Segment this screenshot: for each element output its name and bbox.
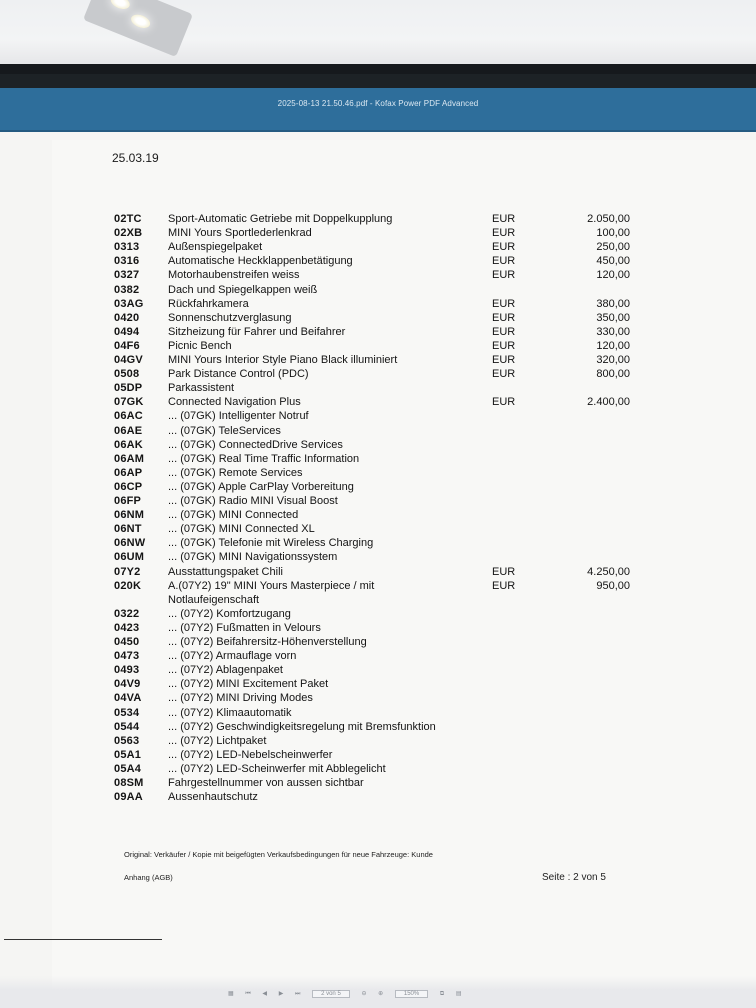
line-item-row [52,720,756,734]
option-description: Rückfahrkamera [168,297,249,310]
option-description: Ausstattungspaket Chili [168,565,283,578]
line-item-row [52,395,756,409]
line-item-row [52,367,756,381]
option-description: Park Distance Control (PDC) [168,368,309,381]
currency-label: EUR [492,354,516,366]
line-item-row [52,621,756,635]
next-page-icon[interactable]: ▶ [278,991,284,997]
currency-label: EUR [492,325,516,338]
option-code: 04F6 [114,339,140,352]
line-item-row [52,677,756,691]
first-page-icon[interactable]: ⏮ [245,991,251,997]
previous-page-icon[interactable]: ◀ [262,991,268,997]
price-value: 250,00 [596,241,630,254]
price-value: 120,00 [596,269,630,282]
status-bar [0,976,756,1008]
line-item-row [52,311,756,325]
price-value: 450,00 [596,255,630,268]
option-code: 0322 [114,607,140,620]
zoom-out-icon[interactable]: ⊖ [361,991,367,997]
ceiling-light-fixture [83,0,193,57]
document-date: 25.03.19 [112,151,159,165]
option-description: Motorhaubenstreifen weiss [168,269,300,282]
option-code: 0382 [114,283,140,296]
price-value: 800,00 [596,368,630,381]
option-code: 06UM [114,551,145,564]
option-description: ... (07Y2) MINI Excitement Paket [168,678,329,691]
option-code: 06NM [114,509,145,522]
option-description: ... (07GK) Apple CarPlay Vorbereitung [168,480,354,493]
page-thumbnail-icon[interactable]: ▦ [228,991,234,997]
option-code: 06NT [114,523,142,536]
option-description: ... (07Y2) Klimaautomatik [168,706,292,719]
line-item-row [52,649,756,663]
option-description: Connected Navigation Plus [168,396,301,409]
option-description: ... (07GK) Telefonie mit Wireless Charging [168,537,374,550]
option-description: Aussenhautschutz [168,791,258,804]
currency-label: EUR [492,339,516,352]
option-code: 0493 [114,664,140,677]
zoom-in-icon[interactable]: ⊕ [378,991,384,997]
option-description: ... (07Y2) Geschwindigkeitsregelung mit Bremsfunktion [168,720,436,733]
currency-label: EUR [492,241,516,254]
line-item-row [52,776,756,790]
lamp-icon [109,0,132,12]
option-description: MINI Yours Sportlederlenkrad [168,227,312,240]
line-item-row [52,635,756,649]
option-code: 0327 [114,269,140,282]
line-item-row [52,550,756,564]
option-code: 05A1 [114,748,142,761]
option-code: 0450 [114,636,140,648]
line-item-row [52,663,756,677]
option-description: ... (07GK) Real Time Traffic Information [168,452,360,465]
option-code: 0563 [114,734,140,747]
line-item-row [52,522,756,536]
option-code: 020K [114,579,142,592]
option-description: Dach und Spiegelkappen weiß [168,283,318,296]
option-description: ... (07Y2) LED-Scheinwerfer mit Abblegelicht [168,762,386,775]
footer-attachment-note: Anhang (AGB) [124,873,173,882]
price-value: 380,00 [596,297,630,310]
option-description: ... (07GK) MINI Connected [168,509,299,522]
price-value: 350,00 [596,311,630,324]
line-item-row [52,409,756,423]
option-code: 0420 [114,311,140,324]
option-code: 06AE [114,424,143,437]
line-item-row [52,565,756,579]
currency-label: EUR [492,368,516,381]
option-description: ... (07GK) ConnectedDrive Services [168,438,343,451]
option-description: Außenspiegelpaket [168,241,263,254]
option-code: 05A4 [114,762,142,775]
option-description: ... (07Y2) Ablagenpaket [168,664,283,677]
line-item-row [52,283,756,297]
option-code: 07Y2 [114,565,141,578]
currency-label: EUR [492,213,516,225]
option-description: Automatische Heckklappenbetätigung [168,255,353,268]
currency-label: EUR [492,565,516,578]
option-code: 0544 [114,720,140,733]
option-code: 06AC [114,410,143,423]
line-item-row [52,691,756,705]
price-value: 950,00 [596,579,630,592]
monitor-screen [0,74,756,1008]
last-page-icon[interactable]: ⏭ [295,991,301,997]
view-mode-icon[interactable]: ▤ [455,991,462,997]
line-item-row [52,438,756,452]
price-value: 4.250,00 [587,565,630,578]
price-value: 100,00 [596,227,630,240]
page-nav-controls [228,990,472,1000]
option-description: ... (07GK) Radio MINI Visual Boost [168,495,338,507]
option-description: ... (07GK) Intelligenter Notruf [168,410,309,423]
app-titlebar[interactable] [0,88,756,132]
option-description: ... (07Y2) Lichtpaket [168,734,267,747]
line-item-row [52,748,756,762]
line-item-row [52,706,756,720]
option-description: ... (07GK) TeleServices [168,424,281,437]
line-item-row [52,339,756,353]
option-description: Sonnenschutzverglasung [168,311,292,324]
signature-rule [4,939,162,940]
line-item-row [52,240,756,254]
option-description: MINI Yours Interior Style Piano Black illuminiert [168,354,398,366]
option-description: Picnic Bench [168,339,232,352]
option-description: Notlaufeigenschaft [168,593,260,606]
currency-label: EUR [492,297,516,310]
currency-label: EUR [492,396,516,409]
option-code: 06AM [114,452,145,465]
option-code: 0313 [114,241,140,254]
option-code: 06NW [114,537,146,550]
currency-label: EUR [492,579,516,592]
option-code: 06CP [114,480,143,493]
option-code: 0508 [114,368,140,381]
price-value: 330,00 [596,325,630,338]
option-description: ... (07Y2) Fußmatten in Velours [168,621,321,634]
option-code: 07GK [114,396,144,409]
line-item-row [52,353,756,367]
currency-label: EUR [492,311,516,324]
lamp-icon [129,12,152,31]
line-item-row [52,593,756,607]
option-code: 04VA [114,692,142,705]
option-code: 0494 [114,325,140,338]
line-item-row [52,494,756,508]
option-code: 06AP [114,466,143,479]
option-code: 03AG [114,297,144,310]
option-code: 02TC [114,213,142,225]
option-description: A.(07Y2) 19" MINI Yours Masterpiece / mit [168,579,375,592]
pdf-page[interactable] [52,140,756,1008]
option-description: Sport-Automatic Getriebe mit Doppelkupplung [168,213,393,225]
line-item-row [52,325,756,339]
footer-distribution-note: Original: Verkäufer / Kopie mit beigefügten Verkaufsbedingungen für neue Fahrzeuge: Kunde [124,850,433,859]
currency-label: EUR [492,227,516,240]
line-item-row [52,381,756,395]
price-value: 120,00 [596,339,630,352]
window-top-strip [0,74,756,88]
option-description: ... (07GK) MINI Navigationssystem [168,551,338,564]
option-code: 06AK [114,438,143,451]
line-item-row [52,734,756,748]
page-number-label: Seite : 2 von 5 [542,872,606,883]
window-title: 2025-08-13 21.50.46.pdf - Kofax Power PDF Advanced [277,99,479,108]
option-code: 08SM [114,777,144,789]
zoom-level-field[interactable]: 150% [395,990,428,998]
option-description: ... (07Y2) Beifahrersitz-Höhenverstellung [168,636,367,648]
line-item-row [52,226,756,240]
option-description: ... (07Y2) Armauflage vorn [168,650,297,663]
price-value: 2.050,00 [587,213,630,225]
option-code: 04V9 [114,678,141,691]
fit-page-icon[interactable]: ⧉ [439,991,445,997]
option-code: 06FP [114,495,142,507]
line-item-row [52,212,756,226]
line-item-row [52,480,756,494]
price-value: 2.400,00 [587,396,630,409]
option-code: 0423 [114,621,140,634]
line-item-row [52,254,756,268]
option-code: 0534 [114,706,140,719]
option-description: ... (07Y2) Komfortzugang [168,607,291,620]
option-code: 02XB [114,227,143,240]
option-description: Fahrgestellnummer von aussen sichtbar [168,777,364,789]
line-item-row [52,790,756,804]
option-code: 0316 [114,255,140,268]
line-item-row [52,508,756,522]
option-description: ... (07Y2) LED-Nebelscheinwerfer [168,748,333,761]
line-item-row [52,424,756,438]
option-description: ... (07GK) MINI Connected XL [168,523,315,536]
line-item-row [52,579,756,593]
line-item-row [52,452,756,466]
line-item-row [52,536,756,550]
option-description: Sitzheizung für Fahrer und Beifahrer [168,325,346,338]
line-item-row [52,762,756,776]
option-description: Parkassistent [168,382,235,395]
price-value: 320,00 [596,354,630,366]
line-item-row [52,268,756,282]
line-item-row [52,607,756,621]
currency-label: EUR [492,255,516,268]
option-code: 0473 [114,650,140,663]
line-item-row [52,297,756,311]
option-code: 09AA [114,791,143,804]
currency-label: EUR [492,269,516,282]
option-code: 05DP [114,382,143,395]
line-item-row [52,466,756,480]
option-description: ... (07Y2) MINI Driving Modes [168,692,313,705]
option-description: ... (07GK) Remote Services [168,466,303,479]
option-code: 04GV [114,354,143,366]
page-indicator-field[interactable]: 2 von 5 [312,990,350,998]
